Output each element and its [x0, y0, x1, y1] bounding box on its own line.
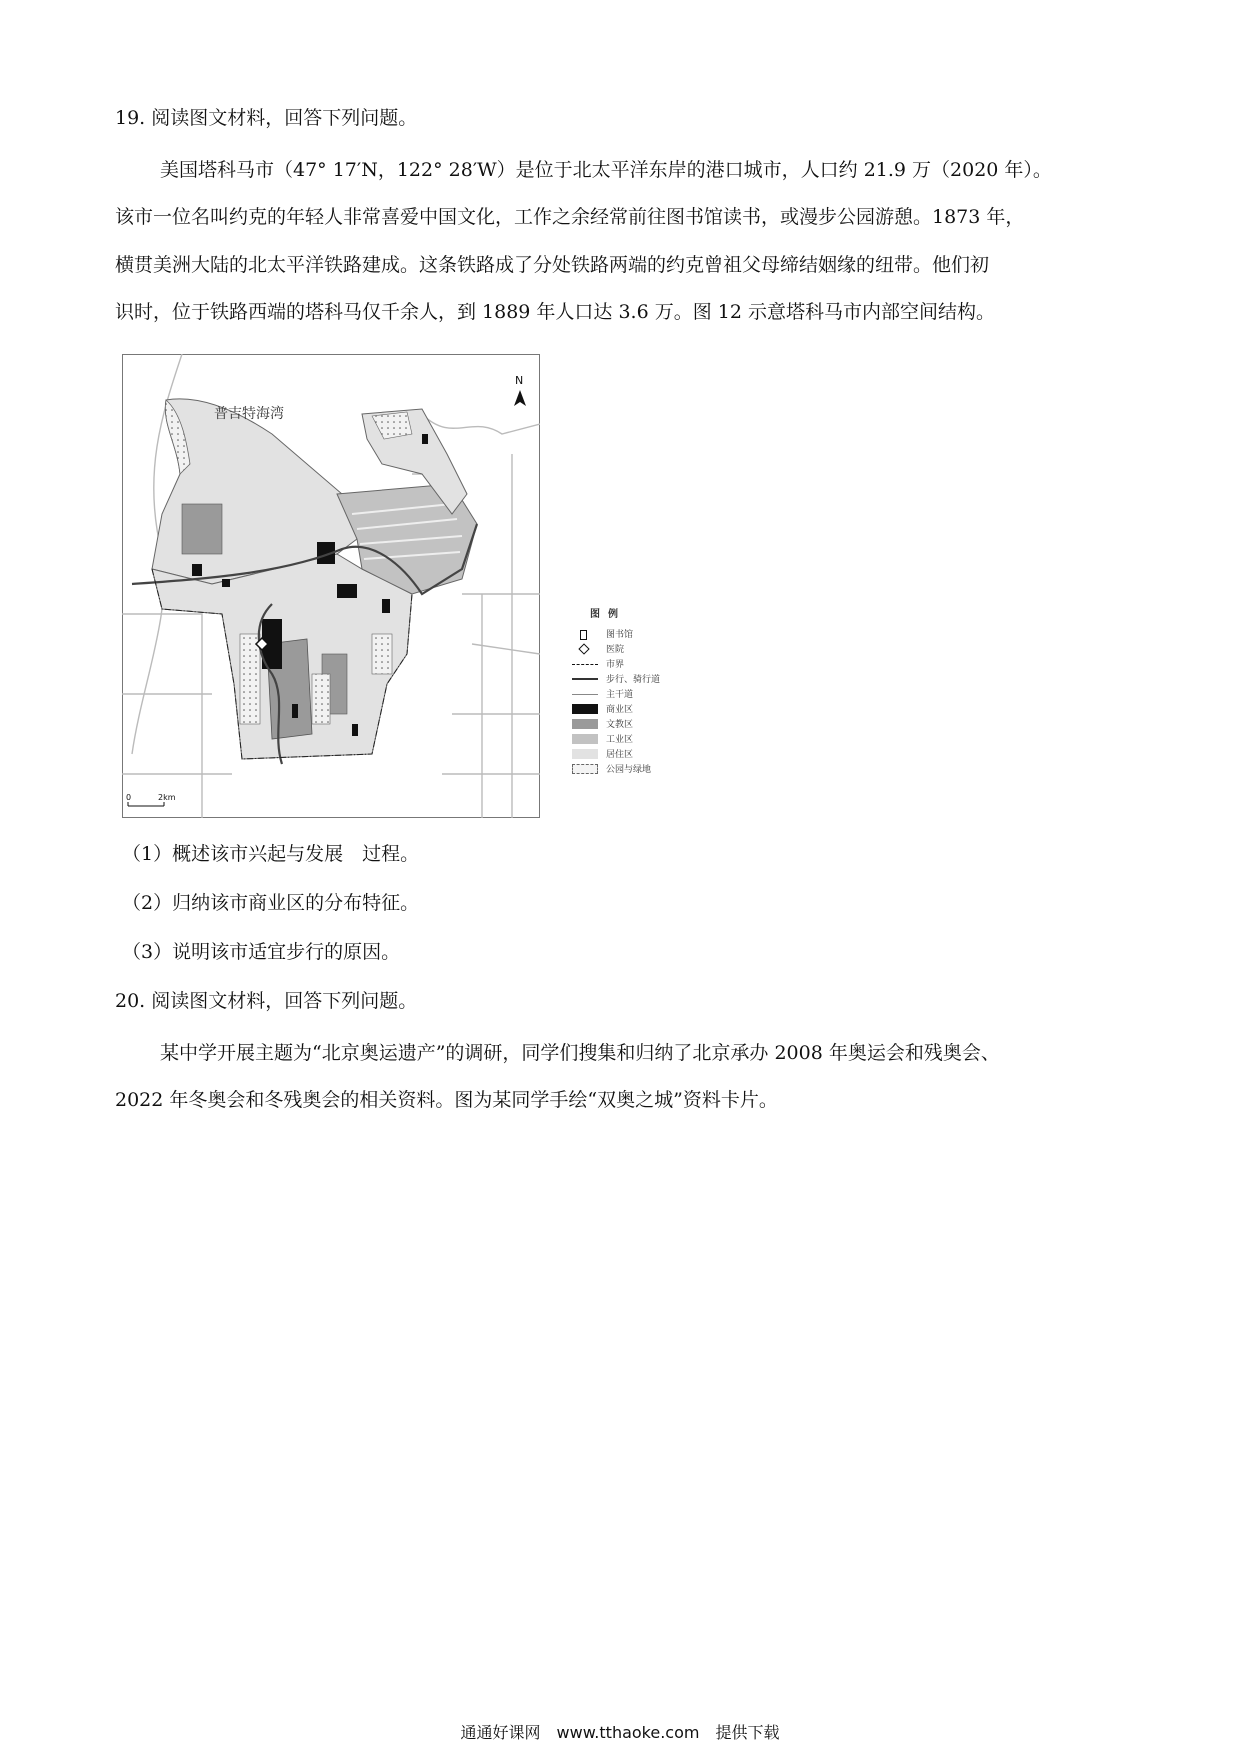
q19-para-line-3: 横贯美洲大陆的北太平洋铁路建成。这条铁路成了分处铁路两端的约克曾祖父母缔结姻缘的纽带。他们初 — [115, 254, 990, 276]
q20-para-line-1: 某中学开展主题为“北京奥运遗产”的调研，同学们搜集和归纳了北京承办 2008 年奥运会和残奥会、 — [160, 1042, 1000, 1064]
legend-item: 医院 — [572, 641, 692, 656]
legend-item: 工业区 — [572, 731, 692, 746]
q19-sub-question-2: （2）归纳该市商业区的分布特征。 — [122, 892, 420, 914]
education-swatch — [572, 719, 598, 729]
scale-zero: 0 — [126, 793, 132, 802]
legend-item: 文教区 — [572, 716, 692, 731]
page-footer: 通通好课网 www.tthaoke.com 提供下载 — [460, 1723, 780, 1742]
library-icon — [572, 629, 598, 639]
q19-header: 19. 阅读图文材料，回答下列问题。 — [115, 107, 418, 129]
q19-sub-question-1: （1）概述该市兴起与发展 过程。 — [122, 843, 420, 865]
q20-header: 20. 阅读图文材料，回答下列问题。 — [115, 990, 418, 1012]
legend-item: 居住区 — [572, 746, 692, 761]
q20-para-line-2: 2022 年冬奥会和冬残奥会的相关资料。图为某同学手绘“双奥之城”资料卡片。 — [115, 1089, 778, 1111]
north-label: N — [515, 374, 524, 387]
legend-item: 步行、骑行道 — [572, 671, 692, 686]
solid-thick-line-symbol — [572, 674, 598, 684]
solid-thin-line-symbol — [572, 689, 598, 699]
industrial-swatch — [572, 734, 598, 744]
park-swatch — [572, 764, 598, 774]
hospital-icon — [572, 644, 598, 654]
q19-para-line-2: 该市一位名叫约克的年轻人非常喜爱中国文化，工作之余经常前往图书馆读书，或漫步公园游憩。1873 年， — [115, 206, 1025, 228]
legend-item: 主干道 — [572, 686, 692, 701]
q19-sub-question-3: （3）说明该市适宜步行的原因。 — [122, 941, 401, 963]
legend-title: 图例 — [590, 609, 626, 620]
city-map-figure — [122, 354, 540, 818]
legend-item: 公园与绿地 — [572, 761, 692, 776]
bay-label: 普吉特海湾 — [214, 406, 284, 422]
commercial-swatch — [572, 704, 598, 714]
residential-swatch — [572, 749, 598, 759]
legend-item: 商业区 — [572, 701, 692, 716]
scale-end: 2km — [158, 793, 176, 802]
q19-para-line-4: 识时，位于铁路西端的塔科马仅千余人，到 1889 年人口达 3.6 万。图 12 示意塔科马市内部空间结构。 — [115, 301, 995, 323]
legend-item: 图书馆 — [572, 626, 692, 641]
legend-item: 市界 — [572, 656, 692, 671]
dash-dot-line-symbol — [572, 659, 598, 669]
q19-para-line-1: 美国塔科马市（47° 17′N，122° 28′W）是位于北太平洋东岸的港口城市，人口约 21.9 万（2020 年）。 — [160, 159, 1052, 181]
map-legend — [572, 605, 692, 776]
